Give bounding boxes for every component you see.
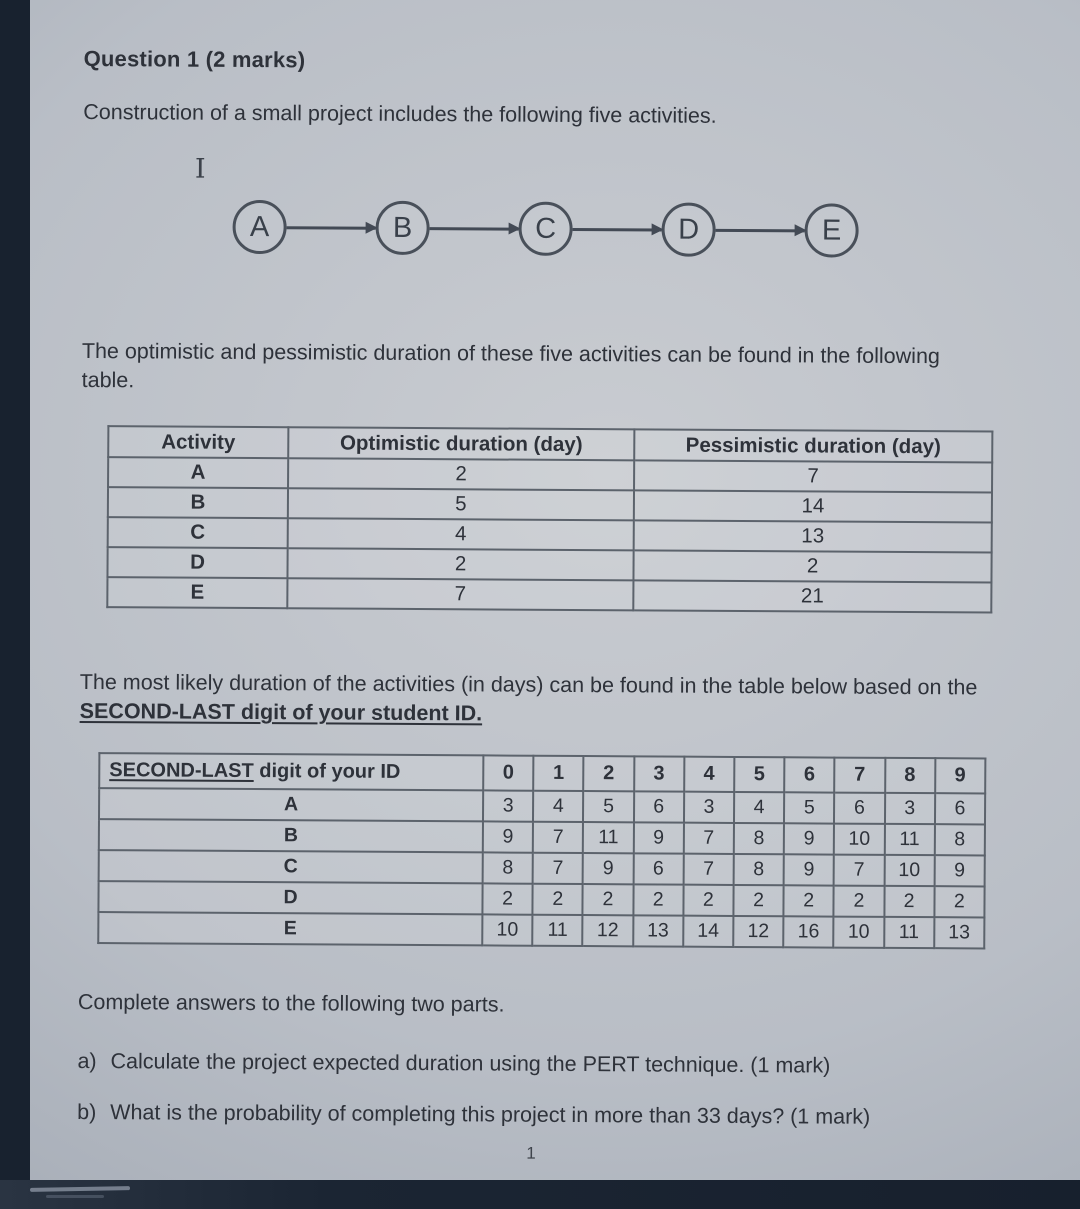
likely-value: 8 xyxy=(934,824,985,855)
likely-value: 9 xyxy=(483,821,533,852)
digit-header: 0 xyxy=(483,755,533,790)
activity-node-label: C xyxy=(535,212,557,245)
digit-header: 1 xyxy=(533,756,583,791)
likely-value: 5 xyxy=(784,792,834,823)
likely-value: 5 xyxy=(583,791,633,822)
likely-value: 10 xyxy=(834,824,884,855)
likely-value: 11 xyxy=(532,915,582,946)
activity-label: B xyxy=(99,819,483,852)
likely-value: 8 xyxy=(734,823,784,854)
likely-value: 7 xyxy=(834,855,884,886)
part-a-text: Calculate the project expected duration using the PERT technique. (1 mark) xyxy=(110,1049,831,1078)
digit-header: 5 xyxy=(734,757,784,792)
likely-value: 10 xyxy=(482,914,532,945)
activity-label: A xyxy=(99,788,483,821)
activity-label: D xyxy=(98,881,482,914)
pessimistic-value: 13 xyxy=(634,520,992,552)
likely-value: 3 xyxy=(684,792,734,823)
part-a xyxy=(77,1049,985,1080)
column-header-pessimistic: Pessimistic duration (day) xyxy=(634,429,992,462)
pessimistic-value: 2 xyxy=(633,550,991,582)
arrow-right-icon xyxy=(716,228,805,232)
likely-value: 2 xyxy=(934,886,985,917)
likely-value: 3 xyxy=(483,790,533,821)
likely-value: 7 xyxy=(533,822,583,853)
activity-network-diagram xyxy=(82,153,991,259)
part-b-label: b) xyxy=(77,1100,97,1125)
likely-value: 9 xyxy=(934,855,985,886)
activity-label: D xyxy=(107,547,287,578)
likely-value: 4 xyxy=(533,791,583,822)
likely-value: 12 xyxy=(733,916,783,947)
activity-node-a xyxy=(232,200,286,254)
activity-label: A xyxy=(108,457,288,488)
desk-surface xyxy=(0,1180,1080,1209)
likely-value: 8 xyxy=(734,854,784,885)
pessimistic-value: 7 xyxy=(634,460,992,492)
likely-value: 6 xyxy=(834,793,884,824)
likely-value: 2 xyxy=(834,886,884,917)
likely-value: 8 xyxy=(483,852,533,883)
likely-value: 10 xyxy=(834,917,884,948)
likely-intro-text: The most likely duration of the activities (in days) can be found in the table below based on the xyxy=(79,669,978,700)
likely-value: 9 xyxy=(633,822,683,853)
part-b-text: What is the probability of completing this project in more than 33 days? (1 mark) xyxy=(110,1100,871,1129)
arrow-right-icon xyxy=(430,227,519,231)
digit-header: 7 xyxy=(834,758,884,793)
network-nodes-row xyxy=(232,158,991,259)
activity-node-b xyxy=(375,201,429,255)
pessimistic-value: 21 xyxy=(633,580,991,612)
most-likely-table xyxy=(97,752,986,949)
likely-value: 6 xyxy=(935,793,986,824)
optimistic-value: 7 xyxy=(287,578,633,610)
activity-node-c xyxy=(518,202,572,256)
likely-value: 9 xyxy=(784,854,834,885)
likely-value: 2 xyxy=(884,886,934,917)
activity-node-label: A xyxy=(249,210,270,243)
activity-node-d xyxy=(661,203,715,257)
header-underlined-text: SECOND-LAST xyxy=(109,759,254,783)
likely-value: 13 xyxy=(633,915,683,946)
column-header-activity: Activity xyxy=(108,426,288,458)
likely-value: 4 xyxy=(734,792,784,823)
likely-value: 16 xyxy=(783,916,833,947)
activity-label: E xyxy=(107,577,287,608)
table-row xyxy=(107,577,991,612)
likely-value: 10 xyxy=(884,855,934,886)
part-b xyxy=(77,1100,985,1131)
likely-value: 11 xyxy=(583,822,633,853)
optimistic-value: 4 xyxy=(288,518,634,550)
likely-value: 9 xyxy=(583,853,633,884)
optimistic-value: 2 xyxy=(287,548,633,580)
digit-header: 9 xyxy=(935,758,986,793)
page-content xyxy=(30,0,1080,1167)
desk-highlight xyxy=(46,1195,104,1198)
digit-header: 8 xyxy=(885,758,935,793)
activity-node-e xyxy=(804,203,858,257)
desk-highlight xyxy=(30,1186,130,1192)
pessimistic-value: 14 xyxy=(634,490,992,522)
likely-value: 14 xyxy=(683,916,733,947)
text-cursor-icon: I xyxy=(194,153,206,185)
arrow-right-icon xyxy=(287,226,376,230)
digit-header: 3 xyxy=(634,756,684,791)
page-number: 1 xyxy=(526,1143,536,1163)
table-row xyxy=(98,912,984,948)
duration-table xyxy=(106,425,993,613)
activity-label: E xyxy=(98,912,482,945)
likely-value: 9 xyxy=(784,823,834,854)
optimistic-value: 2 xyxy=(288,458,634,490)
header-rest-text: digit of your ID xyxy=(253,760,401,783)
activity-node-label: E xyxy=(821,213,842,247)
activity-label: C xyxy=(99,850,483,883)
likely-value: 2 xyxy=(784,885,834,916)
likely-value: 2 xyxy=(583,884,633,915)
part-a-label: a) xyxy=(77,1049,97,1074)
likely-value: 2 xyxy=(482,883,532,914)
likely-value: 7 xyxy=(683,854,733,885)
activity-node-label: B xyxy=(392,211,413,244)
likely-value: 2 xyxy=(533,884,583,915)
closing-text: Complete answers to the following two parts. xyxy=(77,990,505,1017)
intro-text: Construction of a small project includes the following five activities. xyxy=(83,99,717,128)
exam-page xyxy=(30,0,1080,1180)
likely-value: 2 xyxy=(633,884,683,915)
activity-node-label: D xyxy=(678,213,700,246)
likely-value: 2 xyxy=(683,885,733,916)
id-digit-header xyxy=(99,753,483,790)
table-header-row xyxy=(99,753,985,793)
digit-header: 2 xyxy=(584,756,634,791)
digit-header: 6 xyxy=(784,757,834,792)
likely-value: 6 xyxy=(633,853,683,884)
likely-value: 2 xyxy=(733,885,783,916)
arrow-right-icon xyxy=(573,227,662,231)
likely-value: 12 xyxy=(583,915,633,946)
likely-value: 13 xyxy=(934,917,985,948)
duration-intro-text: The optimistic and pessimistic duration of these five activities can be found in the following table. xyxy=(81,338,940,393)
likely-value: 11 xyxy=(884,917,934,948)
activity-label: C xyxy=(108,517,288,548)
likely-value: 3 xyxy=(884,793,934,824)
likely-value: 11 xyxy=(884,824,934,855)
column-header-optimistic: Optimistic duration (day) xyxy=(288,427,634,460)
question-heading: Question 1 (2 marks) xyxy=(83,45,306,73)
likely-value: 7 xyxy=(684,823,734,854)
activity-label: B xyxy=(108,487,288,518)
likely-value: 7 xyxy=(533,853,583,884)
likely-value: 6 xyxy=(634,791,684,822)
digit-header: 4 xyxy=(684,757,734,792)
likely-intro-emphasis: SECOND-LAST digit of your student ID. xyxy=(79,699,483,726)
likely-intro xyxy=(80,668,988,732)
optimistic-value: 5 xyxy=(288,488,634,520)
